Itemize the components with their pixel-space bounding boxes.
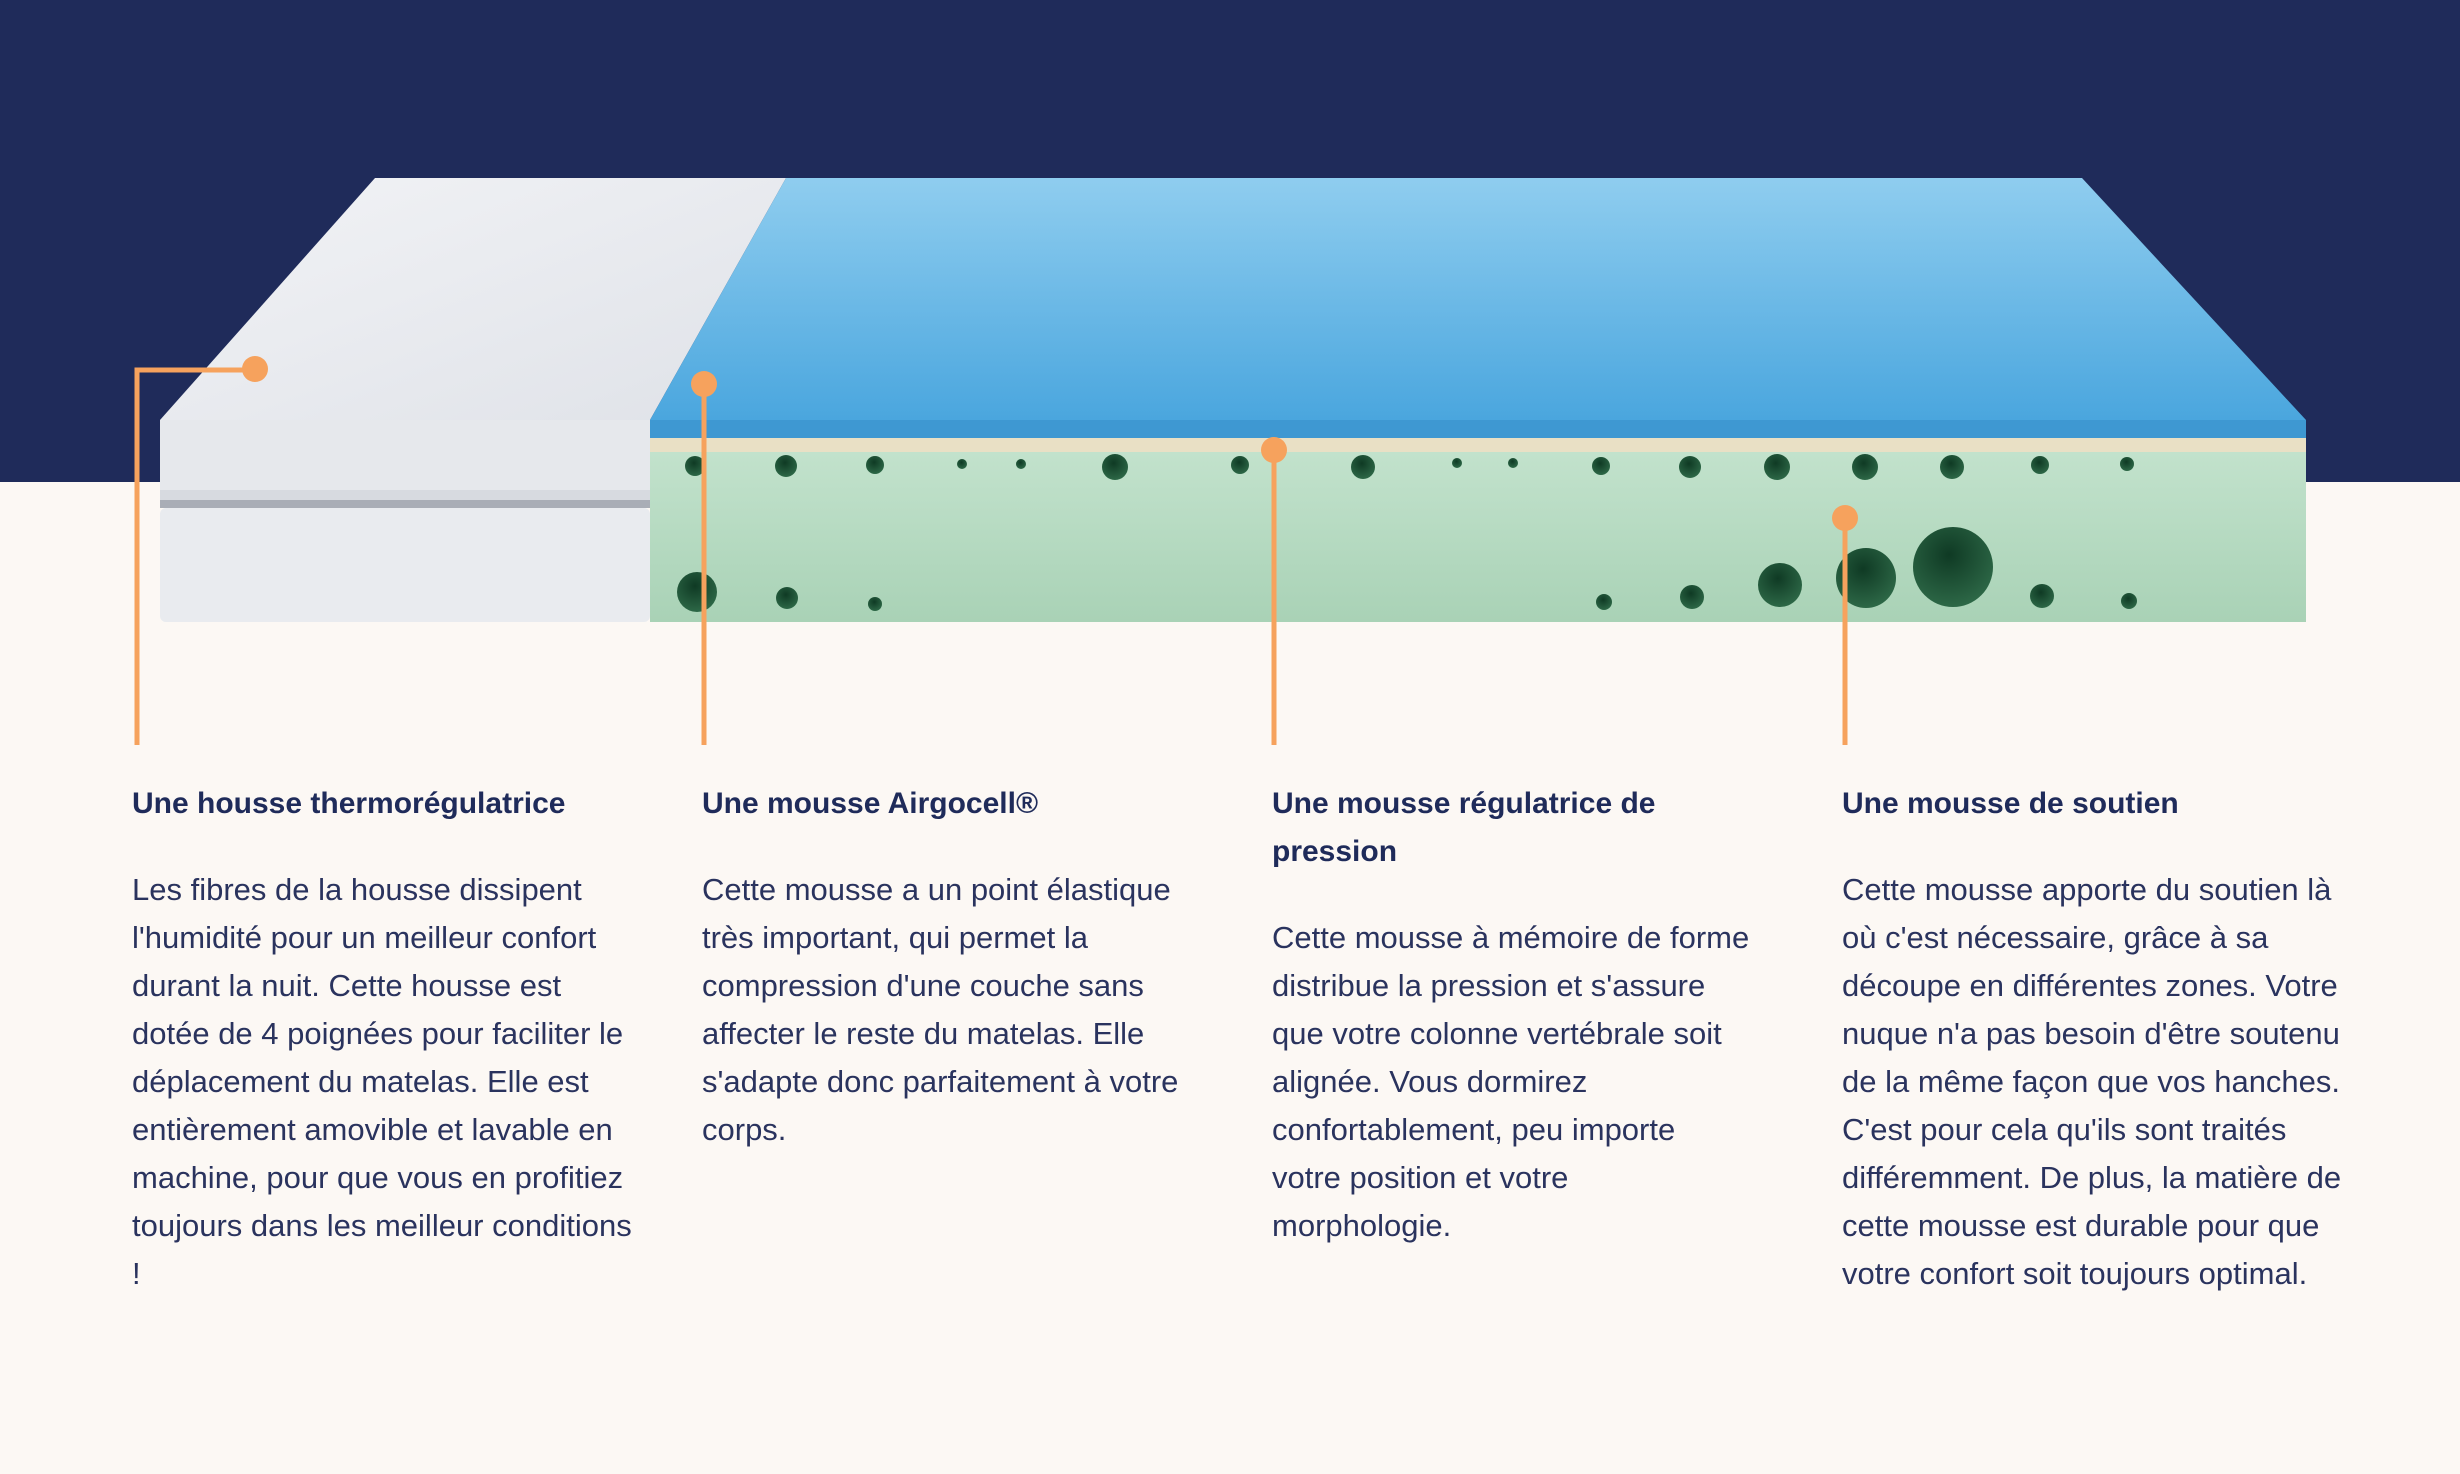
memory-foam-layer [650,438,2306,452]
feature-title: Une mousse régulatrice de pression [1272,787,1656,868]
feature-description: Cette mousse a un point élastique très important, qui permet la compression d'une couche sans affecter le reste du matelas. Elle s'adapte donc parfaitement à votre corps. [702,872,1179,1147]
feature-description: Cette mousse apporte du soutien là où c'est nécessaire, grâce à sa découpe en différentes zones. Votre nuque n'a pas besoin d'être soutenu de la même façon que vos hanches. C'est pour cela qu'ils sont traités différemment. De plus, la matière de cette mousse est durable pour que votre confort soit toujours optimal. [1842,872,2342,1291]
feature-cover [132,780,632,1298]
feature-airgocell [702,780,1202,1154]
callout-dot-cover [242,356,268,382]
feature-memory-foam [1272,780,1752,1250]
feature-description: Cette mousse à mémoire de forme distribue la pression et s'assure que votre colonne vertébrale soit alignée. Vous dormirez confortablement, peu importe votre position et votre morphologie. [1272,920,1750,1243]
callout-dot-support [1832,505,1858,531]
feature-title: Une mousse de soutien [1842,787,2179,820]
support-foam-layer [650,452,2306,622]
feature-description: Les fibres de la housse dissipent l'humidité pour un meilleur confort durant la nuit. Cette housse est dotée de 4 poignées pour faciliter le déplacement du matelas. Elle est entièrement amovible et lavable en machine, pour que vous en profitiez toujours dans les meilleur conditions ! [132,872,632,1291]
feature-title: Une housse thermorégulatrice [132,787,566,820]
feature-support-foam [1842,780,2342,1298]
callout-dot-memory [1261,437,1287,463]
callout-dot-airgocell [691,371,717,397]
airgocell-layer [650,178,2306,438]
feature-title: Une mousse Airgocell® [702,787,1039,820]
